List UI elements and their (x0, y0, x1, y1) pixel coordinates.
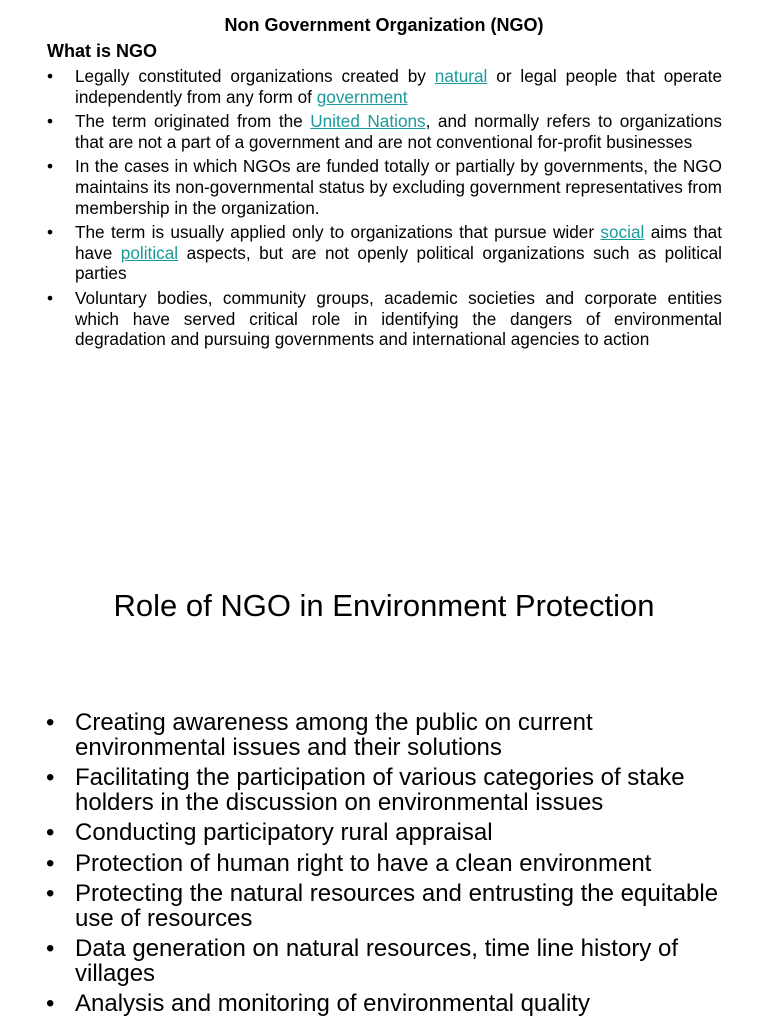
text-segment: , and normally refers to organizations that are not a part of a government and are not conventional for-profit businesses (75, 111, 723, 152)
role-item-text: Protecting the natural resources and entrusting the equitable use of resources (75, 880, 719, 932)
page-title: Non Government Organization (NGO) (224, 15, 544, 35)
role-item (46, 882, 746, 931)
link-united-nations[interactable]: United Nations (310, 111, 426, 132)
text-segment: Legally constituted organizations created by (75, 66, 435, 86)
definition-item (47, 111, 722, 152)
bullet-icon: • (47, 111, 54, 132)
definition-item-text (75, 222, 722, 283)
role-item (46, 821, 746, 846)
definition-item (47, 288, 722, 350)
bullet-icon: • (46, 990, 55, 1017)
bullet-icon: • (46, 849, 55, 877)
role-item-text: Creating awareness among the public on current environmental issues and their solutions (75, 709, 593, 761)
definition-item (47, 156, 722, 218)
text-segment: aspects, but are not openly political organizations such as political parties (75, 242, 722, 284)
definition-item-text (75, 156, 722, 217)
link-government[interactable]: government (316, 86, 408, 107)
role-item (46, 937, 746, 986)
link-natural[interactable]: natural (434, 66, 488, 86)
role-item (46, 766, 746, 815)
text-segment: or legal people that operate independently from any form of (75, 66, 723, 107)
bullet-icon: • (47, 156, 54, 177)
definition-item-text (75, 66, 722, 107)
text-segment: The term is usually applied only to organizations that pursue wider (75, 222, 601, 243)
ngo-role-list (46, 711, 746, 1023)
text-segment: In the cases in which NGOs are funded totally or partially by governments, the NGO maintains its non-governmental status by excluding government representatives from membership in the organization. (75, 156, 722, 218)
role-item-text: Facilitating the participation of various categories of stake holders in the discussion on environmental issues (75, 764, 685, 816)
bullet-icon: • (47, 222, 54, 243)
bullet-icon: • (47, 287, 54, 308)
link-political[interactable]: political (120, 242, 179, 263)
definition-item (47, 222, 722, 284)
role-item-text: Protection of human right to have a clean environment (75, 849, 652, 877)
definition-item (47, 66, 722, 107)
bullet-icon: • (46, 935, 55, 962)
definition-item-text (75, 111, 722, 152)
text-segment: aims that have (75, 222, 722, 263)
bullet-icon: • (47, 66, 54, 86)
bullet-icon: • (46, 709, 55, 736)
text-segment: The term originated from the (75, 111, 311, 132)
role-item (46, 849, 746, 877)
role-item-text: Conducting participatory rural appraisal (75, 819, 493, 846)
text-segment: Voluntary bodies, community groups, academic societies and corporate entities which have served critical role in identifying the dangers of environmental degradation and pursuing governments and international agencies to action (75, 287, 722, 350)
role-item (46, 992, 746, 1017)
definition-item-text (75, 288, 722, 349)
role-item-text: Analysis and monitoring of environmental quality (75, 990, 590, 1017)
ngo-definition-list (47, 66, 722, 354)
bullet-icon: • (46, 880, 55, 907)
what-is-ngo-heading: What is NGO (47, 41, 158, 61)
role-item-text: Data generation on natural resources, time line history of villages (75, 935, 678, 987)
role-item (46, 711, 746, 760)
bullet-icon: • (46, 764, 55, 791)
link-social[interactable]: social (600, 222, 645, 243)
bullet-icon: • (46, 819, 55, 846)
section-title: Role of NGO in Environment Protection (113, 588, 655, 623)
